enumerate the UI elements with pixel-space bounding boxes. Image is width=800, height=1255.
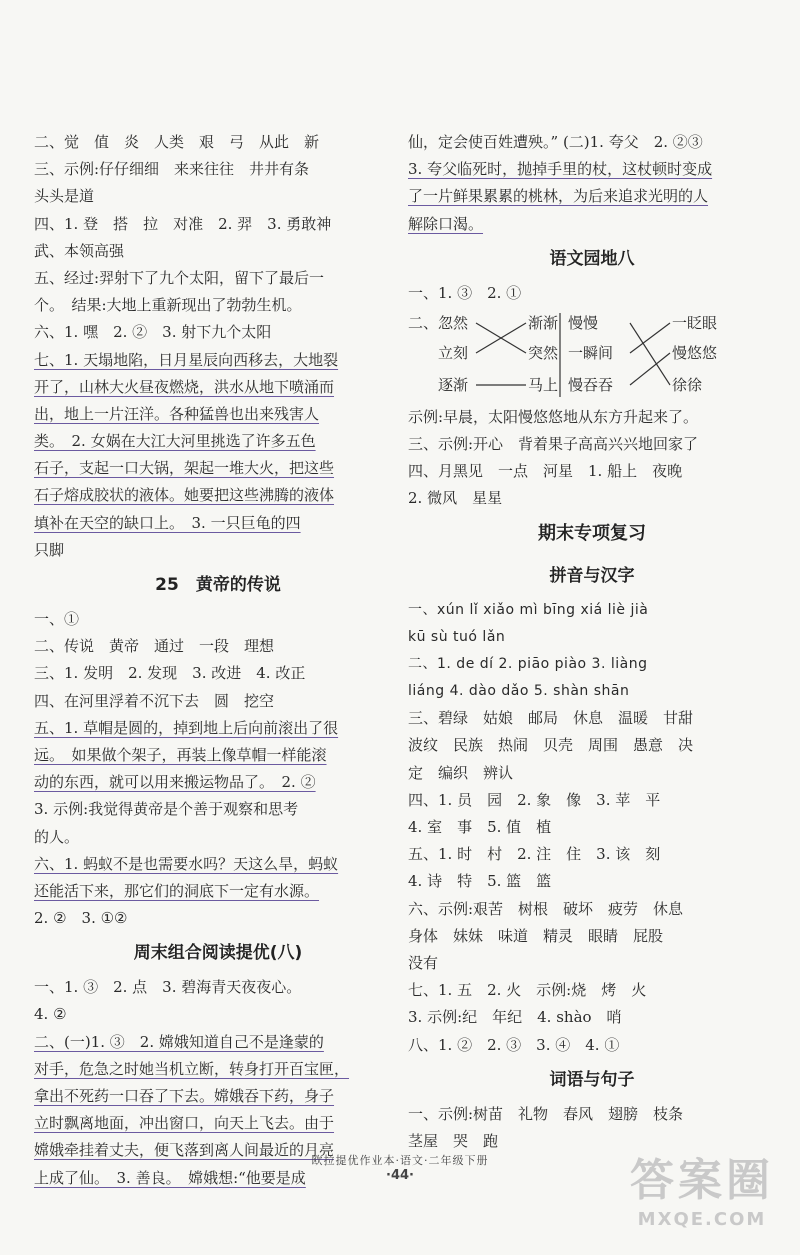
- answer-line: 七、1. 五 2. 火 示例:烧 烤 火: [408, 981, 647, 1000]
- answer-line: 五、1. 时 村 2. 注 住 3. 该 刻: [408, 845, 661, 864]
- underlined-answer-text: 动的东西，就可以用来搬运物品了。 2. ②: [34, 773, 316, 792]
- answer-line: [34, 879, 402, 903]
- match-mid-word: 渐渐: [528, 313, 559, 332]
- underlined-answer-text: 五、1. 草帽是圆的，掉到地上后向前滚出了很: [34, 718, 339, 737]
- answer-line: 四、在河里浮着不沉下去 圆 挖空: [34, 691, 275, 710]
- underlined-answer-text: 远。 如果做个架子，再装上像草帽一样能滚: [34, 745, 327, 764]
- final-review-heading: 期末专项复习: [538, 522, 646, 544]
- answer-line: 四、1. 登 搭 拉 对准 2. 羿 3. 勇敢神: [34, 214, 332, 233]
- underlined-answer-text: 出，地上一片汪洋。各种猛兽也出来残害人: [34, 404, 320, 423]
- answer-line: 二、传说 黄帝 通过 一段 理想: [34, 637, 275, 656]
- answer-line: 没有: [408, 953, 439, 972]
- match-left-word: 立刻: [438, 343, 469, 362]
- answer-line: 3. 示例:纪 年纪 4. shào 哨: [408, 1008, 622, 1027]
- right-answers-block-3: [408, 706, 776, 1056]
- answer-line: [34, 429, 402, 453]
- word-matching-exercise: [408, 309, 776, 399]
- page-number: ·44·: [386, 1168, 414, 1183]
- underlined-answer-text: 立时飘离地面，冲出窗口，向天上飞去。由于: [34, 1114, 335, 1133]
- answer-line: 三、示例:开心 背着果子高高兴兴地回家了: [408, 434, 699, 453]
- underlined-answer-text: 开了，山林大火昼夜燃烧，洪水从地下喷涌而: [34, 377, 335, 396]
- match-right-word: 徐徐: [672, 375, 703, 394]
- answer-line: 4. ②: [34, 1005, 67, 1024]
- answer-line: 四、1. 员 园 2. 象 像 3. 苹 平: [408, 790, 661, 809]
- weekend-reading-heading: 周末组合阅读提优(八): [133, 943, 303, 964]
- answer-line: [408, 212, 776, 236]
- right-answers-block-4: [408, 1102, 776, 1153]
- match-left2-word: 慢慢: [568, 313, 599, 332]
- watermark-text: 答案圈: [630, 1155, 774, 1206]
- answer-line: 三、碧绿 姑娘 邮局 休息 温暖 甘甜: [408, 709, 694, 728]
- match-line: [630, 323, 670, 385]
- answer-line: [34, 852, 402, 876]
- answer-line: 身体 妹妹 味道 精灵 眼睛 屁股: [408, 926, 664, 945]
- underlined-answer-text: 3. 夸父临死时，抛掉手里的杖，这杖顿时变成: [408, 160, 713, 179]
- answer-line: 4. 室 事 5. 值 植: [408, 818, 552, 836]
- answer-line: 八、1. ② 2. ③ 3. ④ 4. ①: [408, 1035, 620, 1054]
- answer-line: 一、示例:树苗 礼物 春风 翅膀 枝条: [408, 1104, 684, 1123]
- left-answers-block-1: [34, 130, 402, 562]
- underlined-answer-text: 二、(一)1. ③ 2. 嫦娥知道自己不是逢蒙的: [34, 1032, 324, 1051]
- answer-line: 茎屋 哭 跑: [408, 1131, 499, 1150]
- match-line: [630, 323, 670, 353]
- underlined-answer-text: 填补在天空的缺口上。 3. 一只巨龟的四: [34, 513, 301, 532]
- pinyin-answers-block: [408, 598, 776, 704]
- match-left-word: 忽然: [438, 313, 469, 332]
- left-answers-block-2: [34, 607, 402, 930]
- right-column: [408, 130, 776, 1156]
- watermark-url: MXQE.COM: [637, 1209, 767, 1230]
- answer-line: 定 编织 辨认: [408, 763, 514, 782]
- answer-line: [34, 716, 402, 740]
- answer-line: 二、1. de dí 2. piāo piào 3. liàng: [408, 655, 648, 672]
- answer-line: 五、经过:羿射下了九个太阳，留下了最后一: [34, 268, 325, 287]
- answer-line: [408, 157, 776, 181]
- answer-line: kū sù tuó lǎn: [408, 628, 506, 645]
- match-mid-word: 马上: [528, 375, 559, 394]
- watermark-logo: [622, 1153, 782, 1243]
- answer-line: 头头是道: [34, 187, 95, 206]
- answer-line: 一、xún lǐ xiǎo mì bīng xiá liè jià: [408, 601, 649, 618]
- book-title-footer: 欧拉提优作业本·语文·二年级下册: [311, 1154, 489, 1167]
- answer-line: 三、示例:仔仔细细 来来往往 井井有条: [34, 160, 310, 179]
- right-answers-block-1: [408, 130, 776, 236]
- garden-line-1: 一、1. ③ 2. ①: [408, 283, 522, 302]
- answer-line: 三、1. 发明 2. 发现 3. 改进 4. 改正: [34, 664, 306, 683]
- answer-line: 六、示例:艰苦 树根 破坏 疲劳 休息: [408, 899, 684, 918]
- underlined-answer-text: 上成了仙。 3. 善良。 嫦娥想:“他要是成: [34, 1168, 306, 1187]
- answer-line: 二、觉 值 炎 人类 艰 弓 从此 新: [34, 133, 320, 151]
- answer-line: [34, 1057, 402, 1081]
- chinese-garden-8-heading: 语文园地八: [549, 248, 635, 269]
- answer-line: 3. 示例:我觉得黄帝是个善于观察和思考: [34, 800, 299, 819]
- answer-line: 的人。: [34, 827, 80, 846]
- underlined-answer-text: 嫦娥牵挂着丈夫，便飞落到离人间最近的月亮: [34, 1141, 335, 1160]
- match-line: [630, 353, 670, 385]
- pinyin-section-heading: 拼音与汉字: [549, 565, 635, 586]
- answer-line: 武、本领高强: [34, 241, 125, 260]
- answer-line: [34, 483, 402, 507]
- answer-line: [34, 402, 402, 426]
- right-answers-block-2: [408, 405, 776, 511]
- left-column: [34, 130, 402, 1193]
- underlined-answer-text: 还能活下来，那它们的洞底下一定有水源。: [34, 881, 320, 900]
- answer-line: [34, 1030, 402, 1054]
- answer-line: [34, 456, 402, 480]
- answer-line: 2. ② 3. ①②: [34, 909, 128, 928]
- words-sentences-heading: 词语与句子: [549, 1069, 635, 1090]
- answer-line: 仙，定会使百姓遭殃。” (二)1. 夸父 2. ②③: [408, 133, 703, 151]
- answer-line: 示例:早晨，太阳慢悠悠地从东方升起来了。: [408, 407, 699, 426]
- answer-line: 波纹 民族 热闹 贝壳 周围 愚意 决: [408, 736, 694, 755]
- answer-line: [34, 1084, 402, 1108]
- answer-line: [34, 770, 402, 794]
- answer-line: 四、月黑见 一点 河星 1. 船上 夜晚: [408, 462, 683, 481]
- answer-line: 个。 结果:大地上重新现出了勃勃生机。: [34, 296, 302, 315]
- answer-line: liáng 4. dào dǎo 5. shàn shān: [408, 683, 630, 700]
- underlined-answer-text: 石子，支起一口大锅，架起一堆大火，把这些: [34, 459, 335, 478]
- underlined-answer-text: 了一片鲜果累累的桃林，为后来追求光明的人: [408, 187, 709, 206]
- answer-line: 一、1. ③ 2. 点 3. 碧海青天夜夜心。: [34, 978, 302, 997]
- answer-line: 六、1. 嘿 2. ② 3. 射下九个太阳: [34, 323, 272, 342]
- answer-line: 4. 诗 特 5. 篮 篮: [408, 872, 552, 891]
- underlined-answer-text: 六、1. 蚂蚁不是也需要水吗？天这么旱，蚂蚁: [34, 854, 339, 873]
- match-left-word: 逐渐: [438, 375, 469, 394]
- underlined-answer-text: 解除口渴。: [408, 214, 484, 233]
- match-mid-word: 突然: [528, 343, 559, 362]
- match-left2-word: 慢吞吞: [568, 375, 614, 394]
- answer-line: 2. 微风 星星: [408, 489, 503, 508]
- answer-line: 只脚: [34, 540, 65, 559]
- answer-line: [34, 743, 402, 767]
- underlined-answer-text: 石子熔成胶状的液体。她要把这些沸腾的液体: [34, 486, 335, 505]
- answer-line: [34, 511, 402, 535]
- match-left2-word: 一瞬间: [568, 343, 614, 362]
- answer-line: [34, 375, 402, 399]
- underlined-answer-text: 对手，危急之时她当机立断，转身打开百宝匣，: [34, 1059, 350, 1078]
- answer-line: [34, 348, 402, 372]
- lesson-25-heading: 25 黄帝的传说: [155, 575, 281, 595]
- match-right-word: 慢悠悠: [672, 343, 718, 362]
- match-right-word: 一眨眼: [672, 313, 718, 332]
- underlined-answer-text: 七、1. 天塌地陷，日月星辰向西移去，大地裂: [34, 350, 339, 369]
- underlined-answer-text: 类。 2. 女娲在大江大河里挑选了许多五色: [34, 432, 316, 451]
- answer-line: 一、①: [34, 610, 80, 628]
- match-prefix: 二、: [408, 313, 439, 332]
- answer-line: [34, 1111, 402, 1135]
- underlined-answer-text: 拿出不死药一口吞了下去。嫦娥吞下药，身子: [34, 1087, 335, 1105]
- answer-line: [408, 184, 776, 208]
